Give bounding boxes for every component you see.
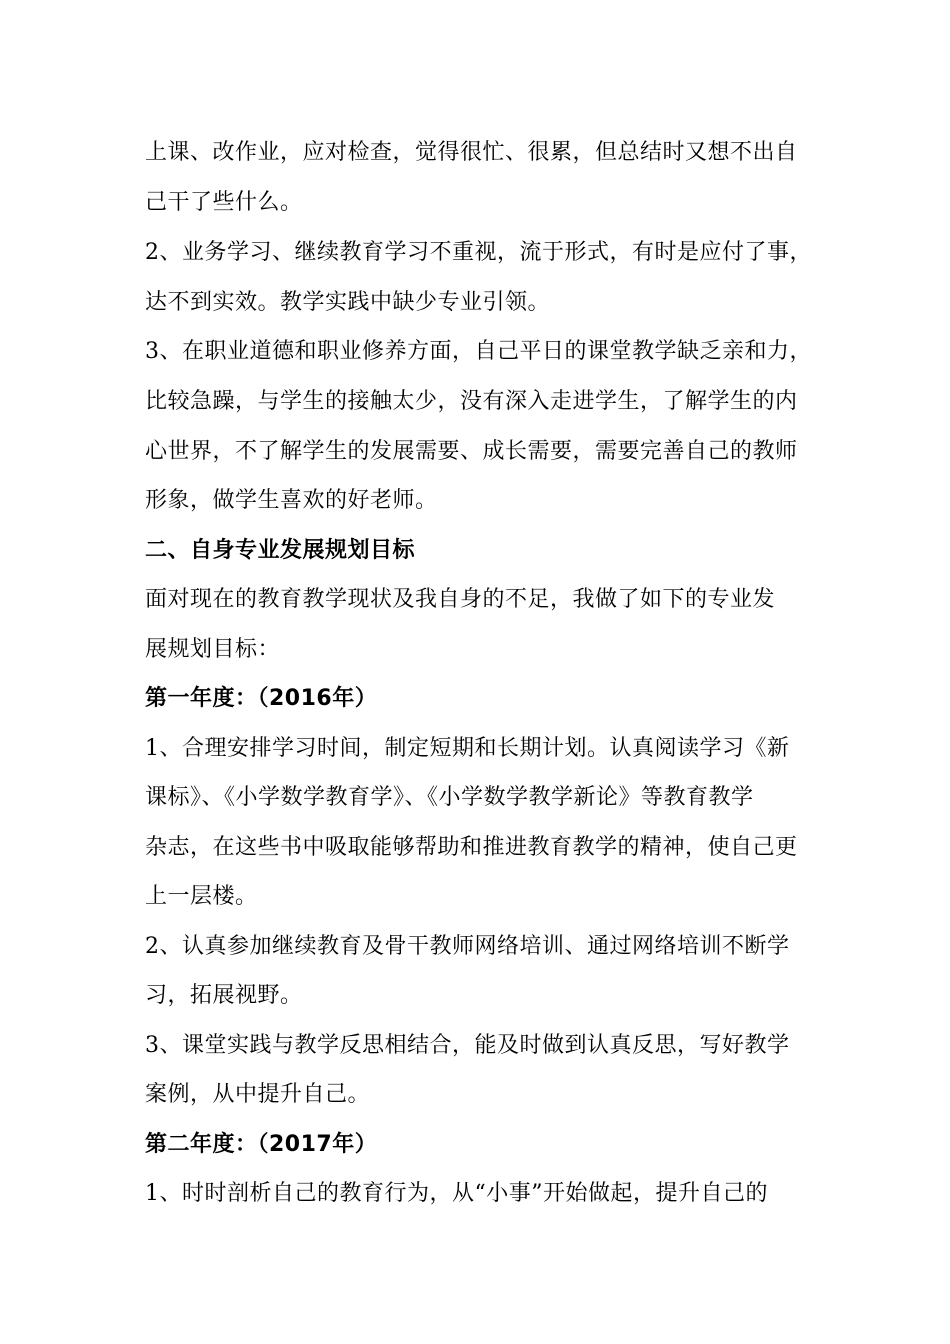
paragraph-line: 杂志，在这些书中吸取能够帮助和推进教育教学的精神，使自己更 — [145, 835, 798, 860]
year-heading-2017: 第二年度：（2017年） — [145, 1132, 378, 1157]
paragraph-line: 心世界，不了解学生的发展需要、成长需要，需要完善自己的教师 — [145, 439, 798, 464]
paragraph-line: 1、合理安排学习时间，制定短期和长期计划。认真阅读学习《新 — [145, 736, 790, 761]
paragraph-line: 2、业务学习、继续教育学习不重视，流于形式，有时是应付了事， — [145, 240, 812, 265]
paragraph-line: 课标》、《小学数学教育学》、《小学数学教学新论》等教育教学 — [145, 785, 754, 810]
paragraph-line: 己干了些什么。 — [145, 190, 303, 215]
paragraph-line: 形象，做学生喜欢的好老师。 — [145, 488, 438, 513]
paragraph-line: 案例，从中提升自己。 — [145, 1082, 371, 1107]
paragraph-line: 3、在职业道德和职业修养方面，自己平日的课堂教学缺乏亲和力， — [145, 339, 812, 364]
year-heading-2016: 第一年度：（2016年） — [145, 686, 378, 711]
paragraph-line: 3、课堂实践与教学反思相结合，能及时做到认真反思，写好教学 — [145, 1033, 790, 1058]
paragraph-line: 1、时时剖析自己的教育行为，从“小事”开始做起，提升自己的 — [145, 1181, 768, 1206]
section-heading: 二、自身专业发展规划目标 — [145, 538, 416, 563]
paragraph-line: 面对现在的教育教学现状及我自身的不足，我做了如下的专业发 — [145, 587, 776, 612]
paragraph-line: 达不到实效。教学实践中缺少专业引领。 — [145, 290, 551, 315]
paragraph-line: 习，拓展视野。 — [145, 983, 303, 1008]
paragraph-line: 展规划目标： — [145, 637, 281, 662]
paragraph-line: 上课、改作业，应对检查，觉得很忙、很累，但总结时又想不出自 — [145, 140, 798, 165]
paragraph-line: 2、认真参加继续教育及骨干教师网络培训、通过网络培训不断学 — [145, 934, 790, 959]
paragraph-line: 比较急躁，与学生的接触太少，没有深入走进学生，了解学生的内 — [145, 389, 798, 414]
paragraph-line: 上一层楼。 — [145, 884, 258, 909]
